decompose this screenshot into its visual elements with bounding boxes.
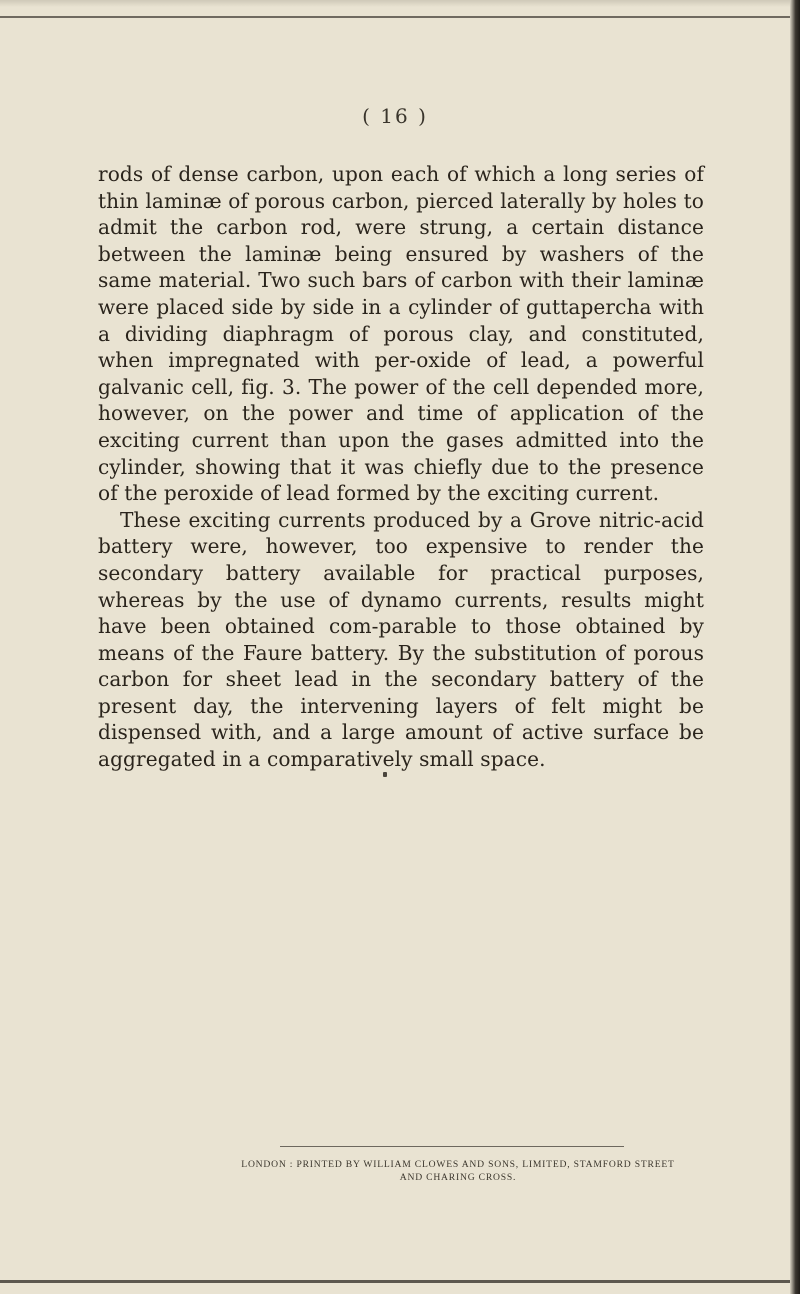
paragraph-2: These exciting currents produced by a Grove nitric-acid battery were, however, too expensive to render the secondary battery available for practical purposes, whereas by the use of dynamo currents, results might have been obtained com-parable to those obtained by means of the Faure battery. By the substitution of porous carbon for sheet lead in the secondary battery of the present day, the intervening layers of felt might be dispensed with, and a large amount of active surface be aggregated in a comparatively small space. (98, 507, 704, 772)
imprint-line-2: AND CHARING CROSS. (399, 1172, 517, 1183)
paragraph-1: rods of dense carbon, upon each of which a long series of thin laminæ of porous carbon, pierced laterally by holes to admit the carbon rod, were strung, a certain distance between the laminæ being ensured by washers of the same material. Two such bars of carbon with their laminæ were placed side by side in a cylinder of guttapercha with a dividing diaphragm of porous clay, and constituted, when impregnated with per-oxide of lead, a powerful galvanic cell, fig. 3. The power of the cell depended more, however, on the power and time of application of the exciting current than upon the gases admitted into the cylinder, showing that it was chiefly due to the presence of the peroxide of lead formed by the exciting current. (98, 162, 704, 506)
stray-ink-mark (383, 772, 387, 777)
body-text (98, 161, 704, 773)
top-rule (0, 16, 790, 18)
imprint-line-1: LONDON : PRINTED BY WILLIAM CLOWES AND SONS, LIMITED, STAMFORD STREET (241, 1159, 675, 1170)
page-top-edge (0, 0, 800, 7)
printer-imprint (188, 1158, 728, 1184)
page-right-edge (790, 0, 800, 1294)
footer-rule (280, 1146, 624, 1147)
page-number: ( 16 ) (362, 104, 428, 128)
bottom-rule (0, 1280, 790, 1283)
